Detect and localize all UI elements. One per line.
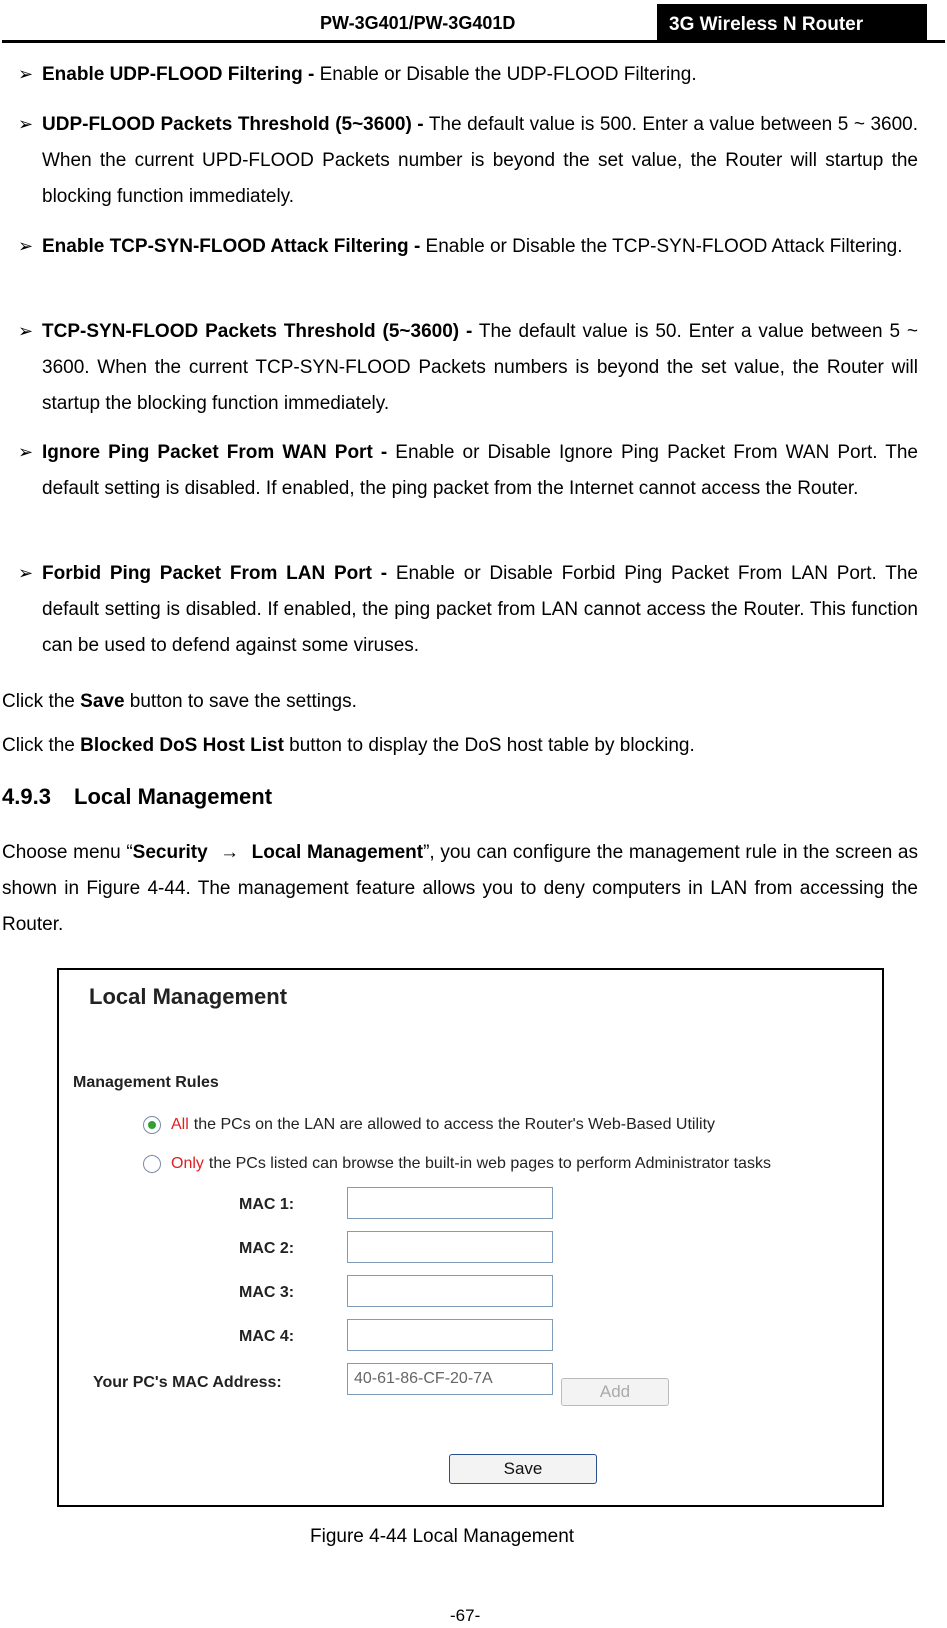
mac3-input[interactable] xyxy=(347,1275,553,1307)
your-mac-label: Your PC's MAC Address: xyxy=(93,1374,282,1391)
note-bold: Save xyxy=(80,691,125,712)
header-model: PW-3G401/PW-3G401D xyxy=(320,13,516,33)
intro-paragraph xyxy=(2,835,918,943)
radio-only[interactable] xyxy=(143,1155,161,1173)
item-tcp-syn-flood-threshold xyxy=(42,314,918,422)
item-term: TCP-SYN-FLOOD Packets Threshold (5~3600) - xyxy=(42,321,473,342)
section-number: 4.9.3 xyxy=(2,784,51,809)
save-button[interactable]: Save xyxy=(449,1454,597,1484)
item-text: Enable or Disable Ignore Ping Packet From WAN Port. The default setting is disabled. If enabled, the ping packet from the Internet cannot access the Router. xyxy=(42,442,918,499)
item-forbid-ping-lan xyxy=(42,556,918,664)
option-only-highlight: Only xyxy=(171,1155,204,1172)
item-term: UDP-FLOOD Packets Threshold (5~3600) - xyxy=(42,114,424,135)
item-term: Ignore Ping Packet From WAN Port - xyxy=(42,442,388,463)
mac1-label: MAC 1: xyxy=(239,1196,295,1213)
item-text: Enable or Disable the TCP-SYN-FLOOD Attack Filtering. xyxy=(420,236,903,257)
mac1-input[interactable] xyxy=(347,1187,553,1219)
note-post: button to display the DoS host table by blocking. xyxy=(283,735,695,756)
click-save-note xyxy=(2,684,918,720)
local-management-screenshot xyxy=(57,968,884,1507)
your-mac-input[interactable] xyxy=(347,1363,553,1395)
item-text: The default value is 50. Enter a value between 5 ~ 3600. When the current TCP-SYN-FLOOD Packets numbers is beyond the set value, the Router will startup the blocking function immediately. xyxy=(42,321,918,414)
option-only-label: the PCs listed can browse the built-in web pages to perform Administrator tasks xyxy=(208,1155,771,1172)
item-ignore-ping-wan xyxy=(42,435,918,507)
mac4-input[interactable] xyxy=(347,1319,553,1351)
note-pre: Click the xyxy=(2,735,81,756)
bullet-icon: ➢ xyxy=(18,442,34,463)
management-rules-heading: Management Rules xyxy=(73,1074,219,1091)
add-button[interactable]: Add xyxy=(561,1378,669,1406)
option-all-label: the PCs on the LAN are allowed to access the Router's Web-Based Utility xyxy=(193,1116,716,1133)
mac2-input[interactable] xyxy=(347,1231,553,1263)
option-only-row[interactable] xyxy=(143,1155,771,1173)
item-term: Enable UDP-FLOOD Filtering - xyxy=(42,64,315,85)
item-text: Enable or Disable the UDP-FLOOD Filtering. xyxy=(314,64,697,85)
bullet-icon: ➢ xyxy=(18,321,34,342)
item-udp-flood-threshold xyxy=(42,107,918,215)
bullet-icon: ➢ xyxy=(18,114,34,135)
mac2-label: MAC 2: xyxy=(239,1240,295,1257)
bullet-icon: ➢ xyxy=(18,236,34,257)
intro-pre: Choose menu “ xyxy=(2,842,133,863)
radio-all[interactable] xyxy=(143,1116,161,1134)
bullet-icon: ➢ xyxy=(18,563,34,584)
bullet-icon: ➢ xyxy=(18,64,34,85)
menu-security: Security xyxy=(132,842,208,863)
note-bold: Blocked DoS Host List xyxy=(80,735,284,756)
intro-post: ”, you can configure the management rule in the screen as shown in Figure 4-44. The management feature allows you to deny computers in LAN from accessing the Router. xyxy=(2,842,918,935)
item-text: Enable or Disable Forbid Ping Packet From LAN Port. The default setting is disabled. If enabled, the ping packet from LAN cannot access the Router. This function can be used to defend against some viruses. xyxy=(42,563,918,656)
item-term: Enable TCP-SYN-FLOOD Attack Filtering - xyxy=(42,236,421,257)
note-post: button to save the settings. xyxy=(124,691,357,712)
item-term: Forbid Ping Packet From LAN Port - xyxy=(42,563,388,584)
section-title: Local Management xyxy=(74,784,273,809)
menu-local-management: Local Management xyxy=(251,842,424,863)
note-pre: Click the xyxy=(2,691,81,712)
mac3-label: MAC 3: xyxy=(239,1284,295,1301)
option-all-row[interactable] xyxy=(143,1116,715,1134)
item-udp-flood-filtering xyxy=(42,57,918,93)
header-product-tab: 3G Wireless N Router xyxy=(657,4,927,42)
figure-caption: Figure 4-44 Local Management xyxy=(310,1526,575,1547)
page-number: -67- xyxy=(450,1606,481,1625)
figure-title: Local Management xyxy=(89,984,288,1009)
item-tcp-syn-flood-filtering xyxy=(42,229,918,265)
option-all-highlight: All xyxy=(171,1116,189,1133)
arrow-icon: → xyxy=(220,842,240,863)
mac4-label: MAC 4: xyxy=(239,1328,295,1345)
click-list-note xyxy=(2,728,918,764)
section-heading xyxy=(2,784,272,810)
item-text: The default value is 500. Enter a value between 5 ~ 3600. When the current UPD-FLOOD Packets number is beyond the set value, the Router will startup the blocking function immediately. xyxy=(42,114,918,207)
header-rule xyxy=(2,40,945,43)
